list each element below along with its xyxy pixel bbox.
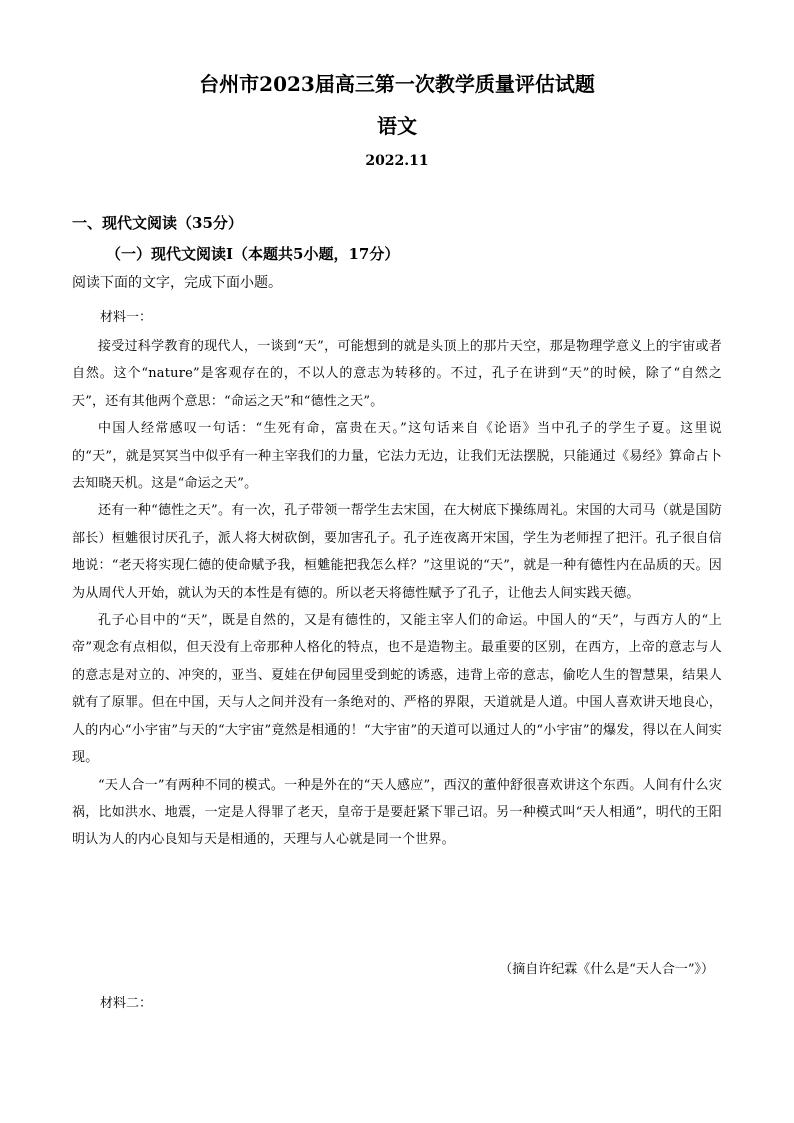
paragraph: 还有一种“德性之天”。有一次，孔子带领一帮学生去宋国，在大树底下操练周礼。宋国的大司马（就是国防部长）桓魋很讨厌孔子，派人将大树砍倒，要加害孔子。孔子连夜离开宋国，学生为老师捏了把汗。孔子很自信地说：“老天将实现仁德的使命赋予我，桓魋能把我怎么样？”这里说的“天”，就是一种有德性内在品质的天。因为从周代人开始，就认为天的本性是有德的。所以老天将德性赋予了孔子，让他去人间实践天德。 [72,503,722,601]
material-one-label: 材料一： [100,310,153,325]
subsection-heading: （一）现代文阅读Ⅰ（本题共5小题，17分） [106,245,400,263]
subject-title: 语文 [377,114,417,138]
exam-title: 台州市2023届高三第一次教学质量评估试题 [199,72,595,96]
material-two-label: 材料二： [100,996,153,1011]
exam-date: 2022.11 [365,153,429,169]
paragraph: 孔子心目中的“天”，既是自然的，又是有德性的，又能主宰人们的命运。中国人的“天”，与西方人的“上帝”观念有点相似，但天没有上帝那种人格化的特点，也不是造物主。最重要的区别，在西方，上帝的意志与人的意志是对立的、冲突的，亚当、夏娃在伊甸园里受到蛇的诱惑，违背上帝的意志，偷吃人生的智慧果，结果人就有了原罪。但在中国，天与人之间并没有一条绝对的、严格的界限，天道就是人道。中国人喜欢讲天地良心，人的内心“小宇宙”与天的“大宇宙”竟然是相通的！“大宇宙”的天道可以通过人的“小宇宙”的爆发，得以在人间实现。 [72,613,722,766]
material-one-body [72,333,722,854]
reading-instruction: 阅读下面的文字，完成下面小题。 [72,275,282,291]
section-heading: 一、现代文阅读（35分） [72,214,243,232]
paragraph: 接受过科学教育的现代人，一谈到“天”，可能想到的就是头顶上的那片天空，那是物理学意义上的宇宙或者自然。这个“nature”是客观存在的，不以人的意志为转移的。不过，孔子在讲到“天”的时候，除了“自然之天”，还有其他两个意思：“命运之天”和“德性之天”。 [72,339,722,409]
source-citation: （摘自许纪霖《什么是“天人合一”》） [499,962,714,977]
paragraph: “天人合一”有两种不同的模式。一种是外在的“天人感应”，西汉的董仲舒很喜欢讲这个东西。人间有什么灾祸，比如洪水、地震，一定是人得罪了老天，皇帝于是要赶紧下罪己诏。另一种模式叫“天人相通”，明代的王阳明认为人的内心良知与天是相通的，天理与人心就是同一个世界。 [72,777,722,848]
paragraph: 中国人经常感叹一句话：“生死有命，富贵在天。”这句话来自《论语》当中孔子的学生子夏。这里说的“天”，就是冥冥当中似乎有一种主宰我们的力量，它法力无边，让我们无法摆脱，只能通过《易经》算命占卜去知晓天机。这是“命运之天”。 [72,421,722,492]
